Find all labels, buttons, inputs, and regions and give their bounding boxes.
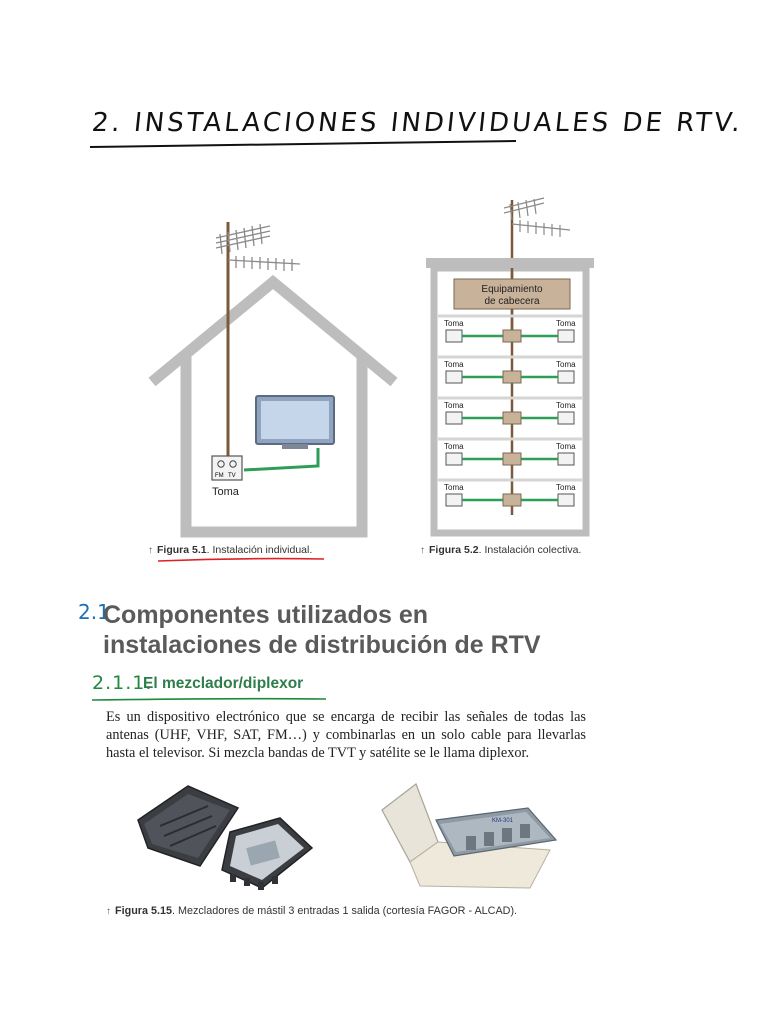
figure-5-1-text: . Instalación individual. [206,544,313,556]
body-paragraph: Es un dispositivo electrónico que se encarga de recibir las señales de todas las antenas (UHF, VHF, SAT, FM…) y combinarlas en un solo cable para llevarlas hasta el televisor. Si mezcla bandas de TVT y satélite se le llama diplexor. [106,709,586,761]
wall-socket-icon [558,453,574,465]
splitter-box [503,371,521,383]
wall-socket-icon [558,494,574,506]
mixer-closed-photo [380,780,570,895]
wall-socket-icon [446,494,462,506]
toma-label-right: Toma [556,483,576,492]
coax-cable [244,448,318,470]
socket-tv-label: TV [228,473,236,479]
wall-socket-icon [446,330,462,342]
socket-fm-label: FM [215,473,224,479]
arrow-up-icon: ↑ [420,545,425,556]
handwritten-subsection-number: 2.1.1. [92,672,153,694]
section-title [103,600,623,660]
headend-label-2: de cabecera [484,296,540,307]
toma-label-right: Toma [556,360,576,369]
wall-socket-icon [446,453,462,465]
toma-label: Toma [212,486,239,498]
figure-5-15-number: Figura 5.15 [115,905,173,917]
figure-5-2-caption [420,544,581,556]
toma-label-left: Toma [444,319,464,328]
handwritten-title-underline [88,138,518,152]
toma-label-right: Toma [556,319,576,328]
green-underline [90,696,330,704]
toma-label-left: Toma [444,401,464,410]
wall-socket-icon [558,412,574,424]
handwritten-section-number: 2.1 [78,600,110,624]
figure-5-15-text: . Mezcladores de mástil 3 entradas 1 salida (cortesía FAGOR - ALCAD). [172,905,518,917]
headend-label-1: Equipamiento [481,284,543,295]
wall-socket-icon [558,330,574,342]
television-icon [256,396,334,449]
wall-socket-icon [446,412,462,424]
figure-5-2-number: Figura 5.2 [429,544,479,556]
wall-socket-icon [558,371,574,383]
figure-5-15-caption [106,905,517,917]
building-floors [438,316,582,506]
section-title-line-1: Componentes utilizados en [103,601,429,629]
toma-label-right: Toma [556,442,576,451]
toma-label-left: Toma [444,360,464,369]
splitter-box [503,412,521,424]
wall-socket-icon [446,371,462,383]
red-underline [156,556,326,564]
splitter-box [503,330,521,342]
mixer-open-photo [130,778,320,893]
splitter-box [503,494,521,506]
figure-5-1-number: Figura 5.1 [157,544,207,556]
subsection-title: El mezclador/diplexor [143,675,304,692]
wall-socket-icon [212,456,242,480]
handwritten-title: 2. INSTALACIONES INDIVIDUALES DE RTV. [90,108,745,138]
toma-label-left: Toma [444,483,464,492]
device-model-label: KM-301 [492,818,514,824]
figure-collective-installation [420,190,600,540]
section-title-line-2: instalaciones de distribución de RTV [103,631,541,659]
toma-label-right: Toma [556,401,576,410]
splitter-box [503,453,521,465]
arrow-up-icon: ↑ [106,906,111,917]
arrow-up-icon: ↑ [148,545,153,556]
toma-label-left: Toma [444,442,464,451]
figure-5-1-caption [148,544,312,556]
figure-5-2-text: . Instalación colectiva. [478,544,582,556]
figure-individual-installation [140,210,410,540]
